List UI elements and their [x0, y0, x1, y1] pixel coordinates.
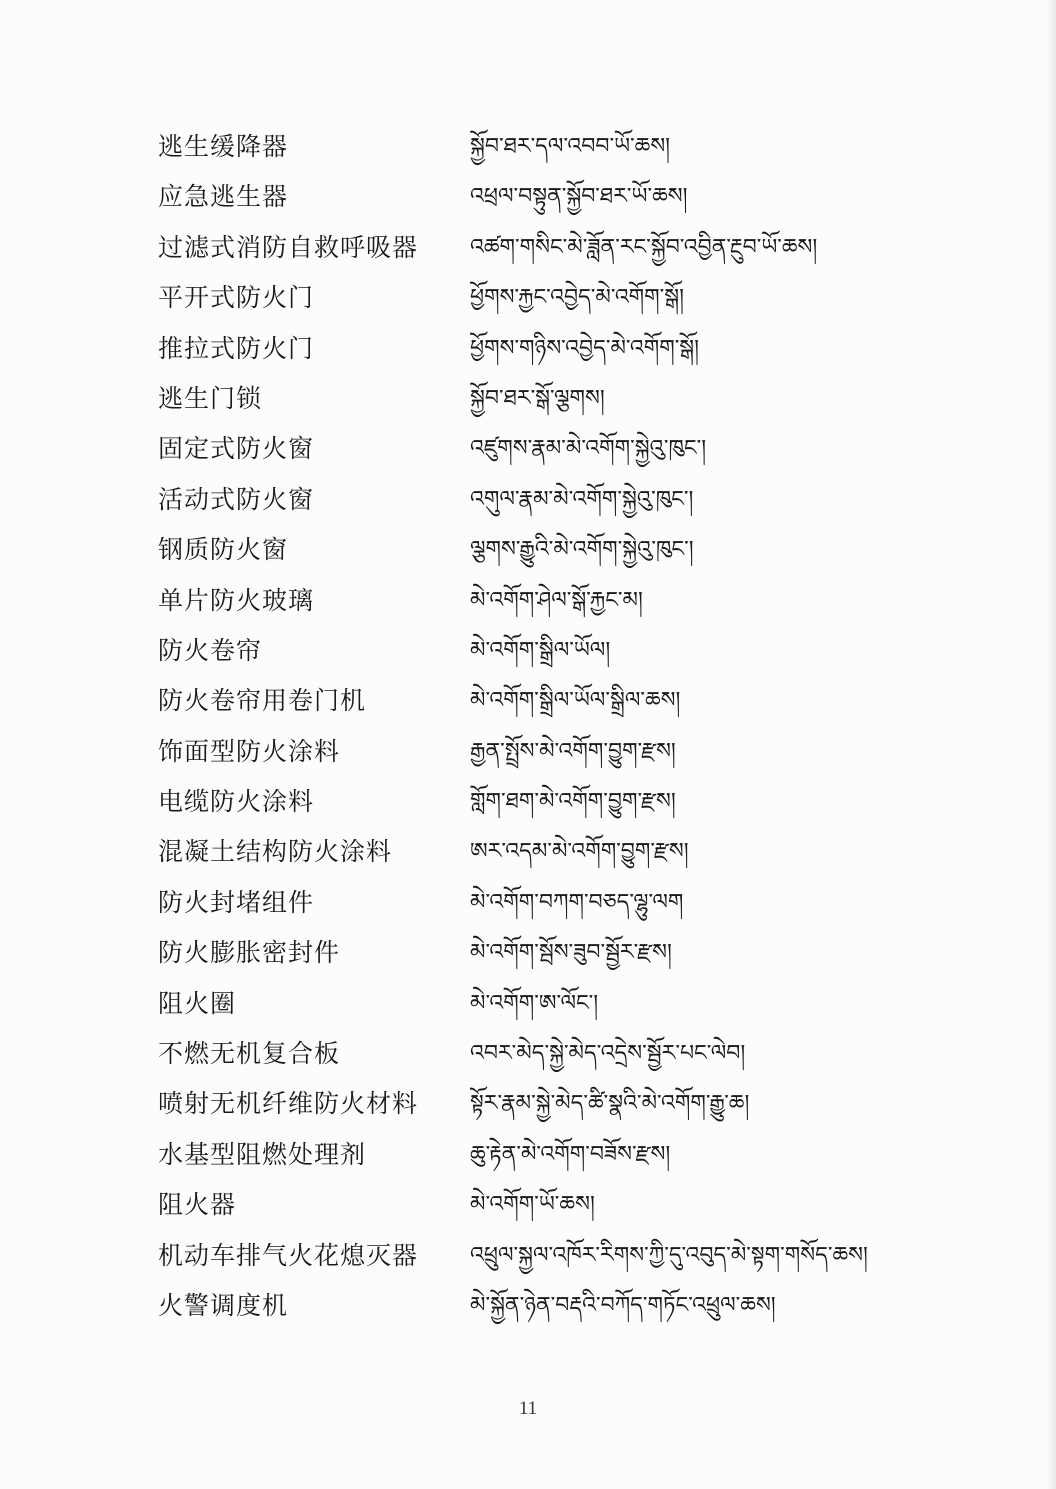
chinese-term: 单片防火玻璃 — [158, 585, 315, 615]
chinese-term: 防火卷帘用卷门机 — [158, 686, 367, 716]
tibetan-term: འབར་མེད་སྐྱེ་མེད་འདྲེས་སྦྱོར་པང་ལེབ། — [470, 1041, 746, 1067]
glossary-row — [0, 374, 1056, 424]
chinese-term: 喷射无机纤维防火材料 — [158, 1089, 419, 1119]
tibetan-term: མེ་འགོག་སྦོས་ཟུབ་སྦྱོར་རྫས། — [470, 940, 672, 966]
chinese-term: 防火膨胀密封件 — [158, 938, 341, 968]
chinese-term: 电缆防火涂料 — [158, 787, 315, 817]
chinese-term: 防火封堵组件 — [158, 887, 315, 917]
glossary-row — [0, 424, 1056, 474]
tibetan-term: འཛུགས་རྣམ་མེ་འགོག་སྐྱེའུ་ཁུང་། — [470, 436, 707, 462]
tibetan-term: འཚག་གསིང་མེ་ཟློན་རང་སྐྱོབ་འབྱིན་རྔུབ་ཡོ་ཆས། — [470, 234, 818, 260]
chinese-term: 火警调度机 — [158, 1290, 289, 1320]
glossary-row — [0, 1130, 1056, 1180]
chinese-term: 混凝土结构防火涂料 — [158, 837, 393, 867]
chinese-term: 逃生缓降器 — [158, 132, 289, 161]
tibetan-term: མེ་འགོག་ཨ་ལོང་། — [470, 990, 599, 1016]
chinese-term: 防火卷帘 — [158, 635, 263, 665]
tibetan-term: ཕྱོགས་རྐྱང་འབྱེད་མེ་འགོག་སྒོ། — [470, 285, 685, 311]
tibetan-term: མེ་འགོག་སྒྲིལ་ཡོལ་སྒྲིལ་ཆས། — [470, 688, 681, 714]
glossary-row — [0, 626, 1056, 676]
page-number: 11 — [518, 1398, 538, 1419]
glossary-list — [0, 122, 1056, 1331]
tibetan-term: རྒྱན་སྤྲོས་མེ་འགོག་བྱུག་རྫས། — [470, 738, 676, 764]
glossary-row — [0, 475, 1056, 525]
glossary-row — [0, 576, 1056, 626]
glossary-row — [0, 979, 1056, 1029]
glossary-row — [0, 122, 1056, 172]
glossary-row — [0, 273, 1056, 323]
glossary-row — [0, 827, 1056, 877]
chinese-term: 不燃无机复合板 — [158, 1039, 341, 1069]
glossary-row — [0, 223, 1056, 273]
tibetan-term: མེ་འགོག་ཤེལ་སྒོ་རྐྱང་མ། — [470, 587, 643, 613]
glossary-row — [0, 928, 1056, 978]
glossary-row — [0, 172, 1056, 222]
tibetan-term: ལྕགས་རྒྱུའི་མེ་འགོག་སྐྱེའུ་ཁུང་། — [470, 537, 694, 563]
tibetan-term: སྐྱོབ་ཐར་དལ་འབབ་ཡོ་ཆས། — [470, 134, 671, 159]
tibetan-term: ཕྱོགས་གཉིས་འབྱེད་མེ་འགོག་སྒོ། — [470, 335, 700, 361]
glossary-row — [0, 1231, 1056, 1281]
tibetan-term: གློག་ཐག་མེ་འགོག་བྱུག་རྫས། — [470, 789, 676, 815]
chinese-term: 固定式防火窗 — [158, 434, 315, 464]
chinese-term: 阻火器 — [158, 1190, 237, 1220]
tibetan-term: མེ་འགོག་ཡོ་ཆས། — [470, 1192, 595, 1218]
glossary-row — [0, 324, 1056, 374]
tibetan-term: མེ་འགོག་སྒྲིལ་ཡོལ། — [470, 637, 611, 663]
tibetan-term: སྐྱོབ་ཐར་སྒོ་ལྕགས། — [470, 385, 605, 411]
glossary-row — [0, 878, 1056, 928]
glossary-row — [0, 1079, 1056, 1129]
tibetan-term: ཆུ་རྟེན་མེ་འགོག་བཟོས་རྫས། — [470, 1141, 671, 1167]
chinese-term: 机动车排气火花熄灭器 — [158, 1240, 419, 1270]
tibetan-term: མེ་འགོག་བཀག་བཅད་ལྷུ་ལག — [470, 889, 684, 915]
glossary-row — [0, 1029, 1056, 1079]
glossary-row — [0, 777, 1056, 827]
glossary-row — [0, 727, 1056, 777]
glossary-row — [0, 1281, 1056, 1331]
chinese-term: 推拉式防火门 — [158, 333, 315, 363]
chinese-term: 活动式防火窗 — [158, 484, 315, 514]
chinese-term: 应急逃生器 — [158, 182, 289, 212]
tibetan-term: འགུལ་རྣམ་མེ་འགོག་སྐྱེའུ་ཁུང་། — [470, 486, 694, 512]
chinese-term: 钢质防火窗 — [158, 535, 289, 565]
chinese-term: 饰面型防火涂料 — [158, 736, 341, 766]
tibetan-term: མེ་སྐྱོན་ཉེན་བརྡའི་བཀོད་གཏོང་འཕྲུལ་ཆས། — [470, 1292, 776, 1318]
tibetan-term: འཕྲལ་བསྟུན་སྐྱོབ་ཐར་ཡོ་ཆས། — [470, 184, 688, 210]
glossary-row — [0, 1180, 1056, 1230]
chinese-term: 阻火圈 — [158, 988, 237, 1018]
glossary-row — [0, 525, 1056, 575]
tibetan-term: སྟོར་རྣམ་སྐྱེ་མེད་ཚི་སྣའི་མེ་འགོག་རྒྱུ་ཆ། — [470, 1091, 750, 1117]
tibetan-term: འཕྲུལ་སྐྱལ་འཁོར་རིགས་ཀྱི་དུ་འབུད་མེ་སྟག་གསོད་ཆས། — [470, 1242, 868, 1268]
chinese-term: 逃生门锁 — [158, 383, 263, 413]
tibetan-term: ཨར་འདམ་མེ་འགོག་བྱུག་རྫས། — [470, 839, 689, 865]
chinese-term: 水基型阻燃处理剂 — [158, 1139, 367, 1169]
chinese-term: 过滤式消防自救呼吸器 — [158, 232, 419, 262]
chinese-term: 平开式防火门 — [158, 283, 315, 313]
glossary-row — [0, 676, 1056, 726]
